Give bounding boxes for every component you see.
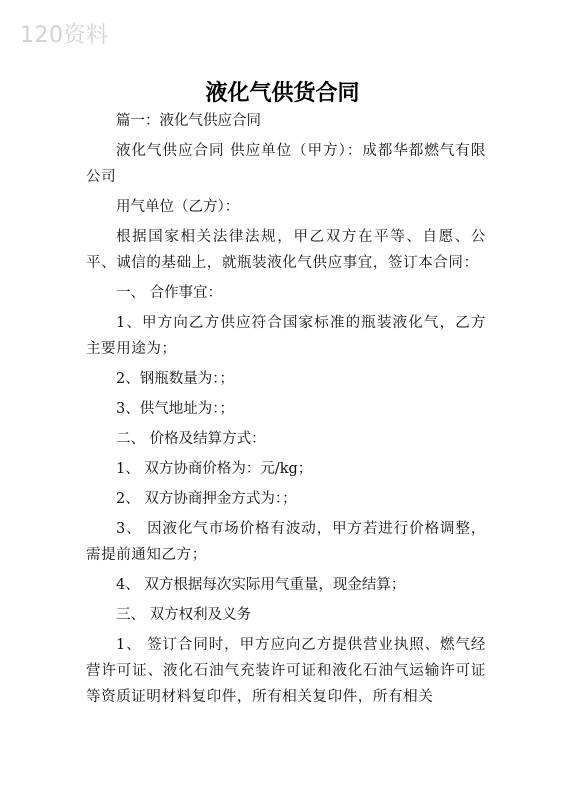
clause-2-4: 4、 双方根据每次实际用气重量，现金结算； [116, 577, 406, 593]
clause-1-1: 1、甲方向乙方供应符合国家标准的瓶装液化气，乙方主要用途为； [86, 315, 486, 357]
clause-2-1: 1、 双方协商价格为：元/kg； [116, 461, 313, 477]
paragraph-preamble: 根据国家相关法律法规，甲乙双方在平等、自愿、公平、诚信的基础上，就瓶装液化气供应事宜，签订本合同： [86, 229, 486, 271]
document-body [86, 108, 486, 714]
section-heading-cooperation: 一、 合作事宜： [116, 285, 223, 301]
paragraph-supplier: 液化气供应合同 供应单位（甲方）：成都华都燃气有限公司 [86, 143, 486, 185]
watermark-logo: 120资料 [20, 23, 109, 48]
clause-2-3: 3、 因液化气市场价格有波动，甲方若进行价格调整，需提前通知乙方； [86, 521, 486, 563]
section-heading-price: 二、 价格及结算方式： [116, 431, 266, 447]
clause-1-2: 2、钢瓶数量为：； [116, 371, 234, 387]
paragraph-subtitle: 篇一：液化气供应合同 [116, 113, 261, 129]
document-title: 液化气供货合同 [205, 81, 360, 106]
clause-2-2: 2、 双方协商押金方式为：； [116, 491, 297, 507]
clause-3-1: 1、 签订合同时，甲方应向乙方提供营业执照、燃气经营许可证、液化石油气充装许可证和液化石油气运输许可证等资质证明材料复印件，所有相关复印件，所有相关 [86, 637, 486, 705]
clause-1-3: 3、供气地址为：； [116, 401, 234, 417]
section-heading-rights: 三、 双方权利及义务 [116, 607, 252, 623]
paragraph-buyer: 用气单位（乙方）： [116, 199, 240, 215]
